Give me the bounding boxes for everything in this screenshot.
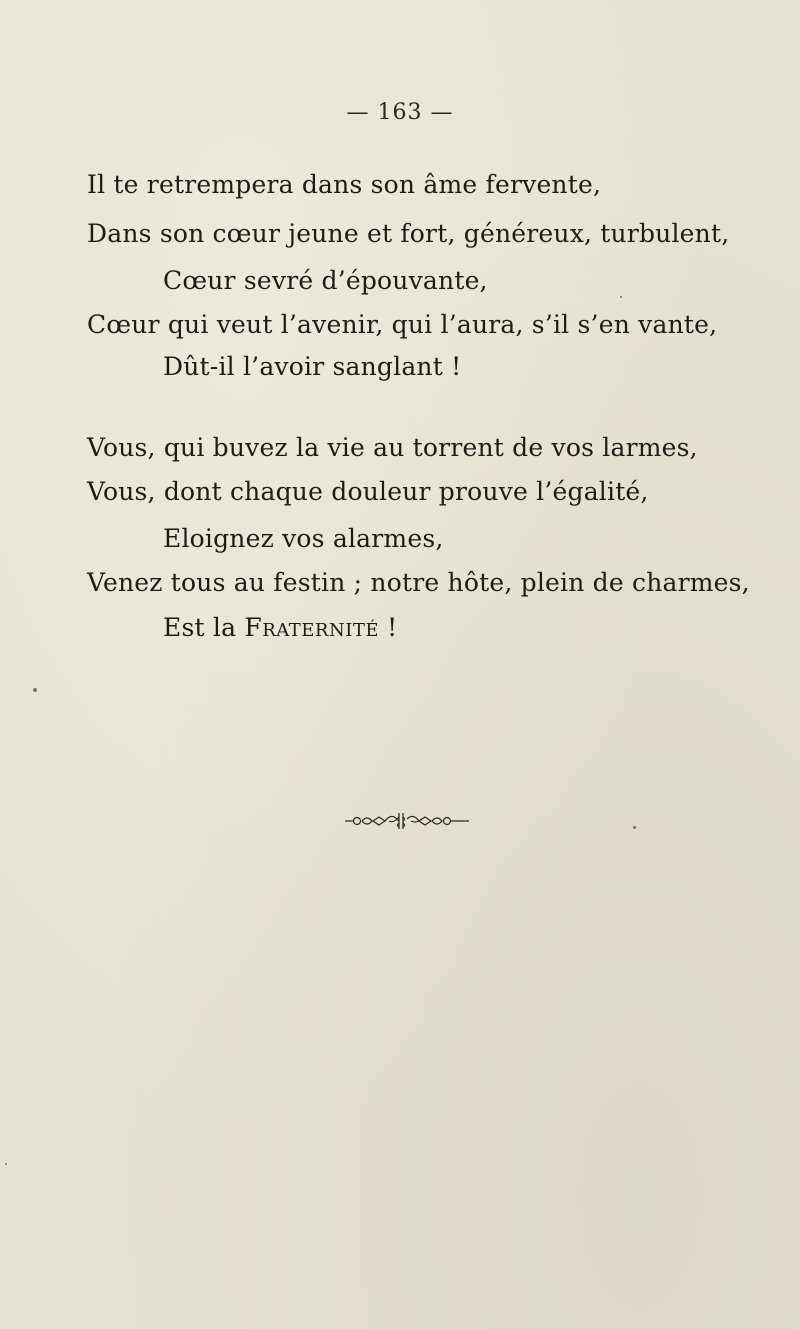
verse-line: Cœur qui veut l’avenir, qui l’aura, s’il s’en vante,	[87, 310, 718, 339]
paper-speck	[5, 1163, 7, 1165]
verse-line: Dût-il l’avoir sanglant !	[163, 352, 462, 381]
verse-line: Dans son cœur jeune et fort, généreux, turbulent,	[87, 219, 730, 248]
page-number: — 163 —	[346, 100, 454, 125]
verse-line-final	[163, 613, 397, 642]
paper-speck	[33, 688, 37, 692]
paper-speck	[633, 826, 636, 829]
verse-line: Eloignez vos alarmes,	[163, 524, 444, 553]
final-line-suffix: !	[378, 613, 398, 642]
verse-line: Venez tous au festin ; notre hôte, plein de charmes,	[87, 568, 750, 597]
verse-line: Vous, dont chaque douleur prouve l’égalité,	[87, 477, 649, 506]
verse-line: Cœur sevré d’épouvante,	[163, 266, 488, 295]
fraternite-small-caps: Fraternité	[244, 613, 379, 642]
paper-speck	[620, 296, 622, 298]
fleuron-divider-icon	[343, 808, 473, 832]
final-line-prefix: Est la	[163, 613, 237, 642]
verse-line: Vous, qui buvez la vie au torrent de vos larmes,	[87, 433, 698, 462]
verse-line: Il te retrempera dans son âme fervente,	[87, 170, 602, 199]
